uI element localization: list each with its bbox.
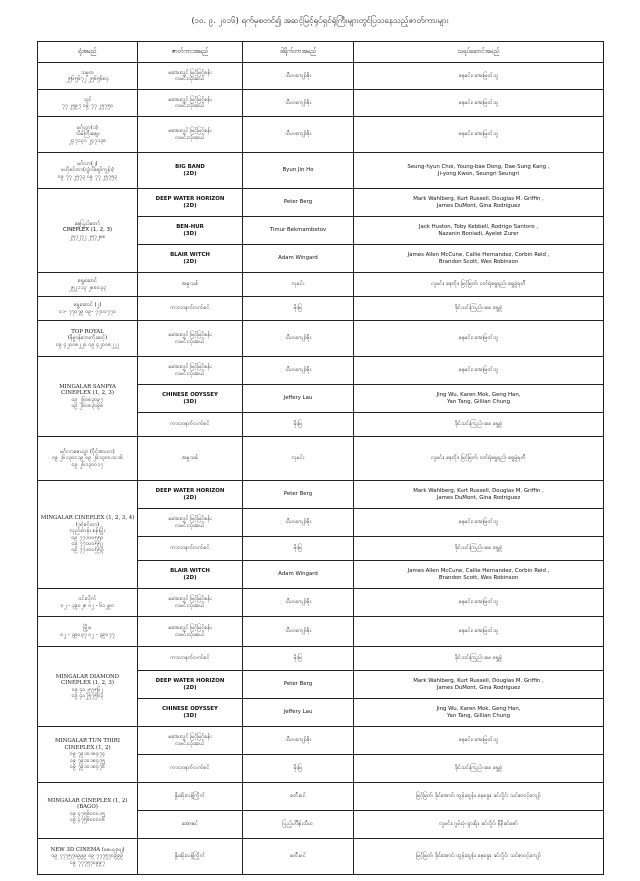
cell-text: လမင်းသုံးဆယ်	[175, 522, 205, 529]
cinema-schedule-table	[37, 41, 604, 875]
cell-text: ၂၅၇၂၇၂ ၂၅၇၂၈၈	[69, 233, 106, 240]
cell-text: ၀၉ ၄၂၀၀၈၂၂၀ ၀၉ ၄၂၀၀၈၂၂၂	[55, 341, 120, 348]
header-cinema: ရုံအမည်	[38, 42, 138, 63]
director-cell	[243, 117, 354, 153]
movie-cell	[138, 217, 243, 245]
cell-text: လူမင်း၊ နေတိုး၊ မြင့်မြတ်၊ ဝတ်ရုံရွှေရည်၊ ရွှေမှုံရတီ	[431, 455, 526, 462]
cell-text: ခိုင်သင်းကြည်၊ မေ၊ ရွှေမှုံ	[454, 655, 503, 662]
cell-text: Nazanin Boniadi, Ayelet Zurer	[438, 230, 519, 237]
cell-text: ၀၁- ၇၇၀၇၉ ၀၉- ၇၇၀၀၇၇၀	[58, 308, 117, 315]
cell-text: (2D)	[183, 574, 197, 581]
cell-text: CHINESE ODYSSEY	[162, 392, 218, 399]
cell-text: ၀၉ ၇၉၁၀၁၈၄၇၆	[69, 764, 106, 771]
movie-cell	[138, 727, 243, 755]
cell-text: NEW 3D CINEMA (ဇေယျာဗျ)	[50, 846, 125, 853]
cinema-cell	[38, 589, 138, 617]
movie-cell	[138, 357, 243, 385]
movie-cell	[138, 811, 243, 839]
cast-cell	[354, 647, 604, 671]
cell-text: သီဟကျော်ဇိုး	[284, 599, 312, 606]
cell-text: မအေးလွှင် မြင့်မြင့်စန်း	[168, 625, 212, 632]
table-body	[38, 63, 604, 875]
movie-cell	[138, 297, 243, 321]
table-row	[38, 90, 604, 117]
cell-text: လှမင်း	[291, 281, 305, 288]
cell-text: Brandon Scott, Wes Robinson	[438, 574, 519, 581]
cell-text: Byun Jin Ho	[282, 167, 314, 174]
cell-text: (BAGO)	[77, 804, 98, 811]
director-cell	[243, 647, 354, 671]
cell-text: Peter Berg	[283, 199, 313, 206]
cell-text: (3D)	[183, 712, 197, 719]
director-cell	[243, 273, 354, 297]
cinema-cell	[38, 63, 138, 90]
director-cell	[243, 811, 354, 839]
cinema-cell	[38, 189, 138, 273]
cast-cell	[354, 617, 604, 647]
cell-text: မင်္ဂလာဇေယျာ (ဝိုင်အာဟာ)	[60, 448, 115, 455]
cell-text: DEEP WATER HORIZON	[155, 678, 225, 685]
cell-text: လမင်းသုံးဆယ်	[175, 76, 205, 82]
movie-cell	[138, 245, 243, 273]
cell-text: ကာလာနက်လက်စင်	[170, 765, 210, 772]
cell-text: BEN-HUR	[176, 224, 204, 231]
header-movie: ဇာတ်ကားအမည်	[138, 42, 243, 63]
table-row	[38, 617, 604, 647]
cast-cell	[354, 437, 604, 481]
movie-cell	[138, 273, 243, 297]
cell-text: နေမင်း၊ အေးမြတ်သူ	[458, 599, 499, 606]
director-cell	[243, 189, 354, 217]
cell-text: (2D)	[183, 202, 197, 209]
cell-text: ကာလာနက်လက်စင်	[170, 655, 210, 662]
cast-cell	[354, 217, 604, 245]
cell-text: CINEPLEX (1, 2, 3)	[61, 390, 114, 397]
movie-cell	[138, 481, 243, 509]
director-cell	[243, 509, 354, 537]
cell-text: နေမင်း၊ အေးမြတ်သူ	[458, 131, 499, 138]
cast-cell	[354, 357, 604, 385]
cell-text: ၀၉ ၇၇၁၀၀၅၅၃	[71, 547, 104, 554]
cell-text: လှမင်း	[291, 455, 305, 462]
cinema-cell	[38, 117, 138, 153]
cell-text: Jeffery Lau	[283, 709, 313, 716]
cinema-cell	[38, 617, 138, 647]
cell-text: ခိုင်သင်းကြည်၊ မေ၊ ရွှေမှုံ	[454, 545, 503, 552]
movie-cell	[138, 589, 243, 617]
cell-text: CINEPLEX (1, 2, 3)	[61, 680, 114, 687]
director-cell	[243, 413, 354, 437]
cell-text: ကာလာနက်လက်စင်	[170, 545, 210, 552]
movie-cell	[138, 153, 243, 189]
cell-text: မအေးလွှင် မြင့်မြင့်စန်း	[168, 128, 212, 135]
cell-text: MINGALAR DIAMOND	[55, 673, 120, 680]
cell-text: မအေးလွှင် မြင့်မြင့်စန်း	[168, 516, 212, 523]
cell-text: James DuMont, Gina Rodriguez	[436, 202, 521, 209]
cell-text: လူမင်း၊ ဂွမ်းပုံ၊ ရှားရိုး၊ ခင်လှိုင်၊ နီနီခင်ဇော်	[439, 821, 518, 828]
cell-text: MINGALAR SANPYA	[59, 383, 116, 390]
table-row	[38, 437, 604, 481]
cell-text: Jing Wu, Karen Mok, Geng Han,	[436, 706, 521, 713]
cast-cell	[354, 413, 604, 437]
cast-cell	[354, 63, 604, 90]
cast-cell	[354, 727, 604, 755]
cell-text: ၀၂ - ၃၉၀၂၈ ၀၂ - ၆၀၂၉၀	[60, 602, 115, 609]
cell-text: James Allen McCune, Callie Hernandez, Corbin Reid ,	[407, 252, 550, 259]
cell-text: မင်္ဂလာ(၁)	[77, 124, 98, 131]
cinema-cell	[38, 153, 138, 189]
cell-text: Timur Bekmambetov	[269, 227, 327, 234]
director-cell	[243, 153, 354, 189]
cinema-cell	[38, 273, 138, 297]
cell-text: မိုးမြ	[293, 765, 303, 772]
table-row	[38, 321, 604, 357]
cell-text: သီဟကျော်ဇိုး	[284, 99, 312, 106]
table-row	[38, 589, 604, 617]
cast-cell	[354, 481, 604, 509]
director-cell	[243, 357, 354, 385]
cell-text: ၀၉ ၄၀၂၅၇၅၆၂	[71, 686, 104, 693]
director-cell	[243, 385, 354, 413]
cell-text: အမှုသစ်	[181, 455, 199, 462]
cell-text: သွင်	[83, 96, 92, 103]
cell-text: ဝင်းလိုက်	[78, 596, 97, 603]
table-row	[38, 63, 604, 90]
cell-text: Peter Berg	[283, 491, 313, 498]
cell-text: ၀၉ ၂၆၁၃၀၀၁၉ ၀၉ ၂၆၁၃၀၀၁၀၁၆	[51, 455, 124, 462]
cast-cell	[354, 561, 604, 589]
cell-text: နေမင်း၊ အေးမြတ်သူ	[458, 367, 499, 374]
cell-text: လှည်းတန်း စန်းပြုံး	[69, 528, 106, 535]
cast-cell	[354, 297, 604, 321]
cell-text: စတီးဗင်	[290, 853, 306, 860]
cell-text: သီဟကျော်ဇိုး	[284, 335, 312, 342]
cell-text: Adam Wingard	[278, 571, 318, 578]
director-cell	[243, 90, 354, 117]
cinema-cell	[38, 297, 138, 321]
cell-text: ၀၉ ၂၆၁၃၀၀၁၇	[71, 461, 104, 468]
cell-text: သီဟကျော်ဇိုး	[284, 519, 312, 526]
cell-text: သီဟကျော်ဇိုး	[284, 737, 312, 744]
cast-cell	[354, 321, 604, 357]
cell-text: ၀၉ ၂၆၀၈၃၀၉၇	[71, 396, 104, 403]
cell-text: James DuMont, Gina Rodriguez	[436, 684, 521, 691]
cell-text: သီဟကျော်ဇိုး	[284, 131, 312, 138]
movie-cell	[138, 63, 243, 90]
cell-text: နေမင်း၊ အေးမြတ်သူ	[458, 99, 499, 106]
director-cell	[243, 217, 354, 245]
cell-text: သီဟကျော်ဇိုး	[284, 367, 312, 374]
cell-text: မိုးမြ	[293, 421, 303, 428]
cell-text: Adam Wingard	[278, 255, 318, 262]
cell-text: ၀၉ ၂၆၀၈၃၀၉၈	[71, 402, 104, 409]
cell-text: ခိုင်သင်းကြည်၊ မေ၊ ရွှေမှုံ	[454, 305, 503, 312]
cell-text: လူမင်း၊ နေတိုး၊ မြင့်မြတ်၊ ဝတ်ရုံရွှေရည်၊ ရွှေမှုံရတီ	[431, 281, 526, 288]
table-row	[38, 481, 604, 509]
header-director: ဒါရိုက်တာအမည်	[243, 42, 354, 63]
director-cell	[243, 755, 354, 783]
movie-cell	[138, 437, 243, 481]
director-cell	[243, 727, 354, 755]
cell-text: James Allen McCune, Callie Hernandez, Corbin Reid ,	[407, 568, 550, 575]
table-row	[38, 297, 604, 321]
cell-text: ရွှေဆောင် (၂)	[73, 302, 102, 309]
cell-text: MINGALAR CINEPLEX (1, 2)	[47, 797, 128, 804]
cell-text: နှိုးဆိုးလန့်ကြိုက်	[174, 853, 206, 860]
movie-cell	[138, 117, 243, 153]
movie-cell	[138, 617, 243, 647]
cast-cell	[354, 117, 604, 153]
cell-text: မိုးမြ	[293, 305, 303, 312]
movie-cell	[138, 699, 243, 727]
movie-cell	[138, 413, 243, 437]
cell-text: ခိုင်သင်းကြည်၊ မေ၊ ရွှေမှုံ	[454, 421, 503, 428]
movie-cell	[138, 647, 243, 671]
cell-text: MINGALAR TUN THIRI	[55, 738, 120, 745]
cast-cell	[354, 189, 604, 217]
cell-text: Brandon Scott, Wes Robinson	[438, 258, 519, 265]
cell-text: ဗဟိုစင်တာ(ဂျံလ်ရှော်ကွန်း)	[61, 167, 114, 174]
movie-cell	[138, 385, 243, 413]
table-row	[38, 117, 604, 153]
cinema-cell	[38, 481, 138, 589]
cell-text: ၀၉ ၇၇၁၀၀၅၅၂	[71, 540, 104, 547]
cell-text: နေမင်း၊ အေးမြတ်သူ	[458, 335, 499, 342]
director-cell	[243, 297, 354, 321]
cell-text: နေမင်း၊ အေးမြတ်သူ	[458, 519, 499, 526]
cell-text: ကာလာနက်လက်စင်	[170, 421, 210, 428]
cell-text: စတီးဗင်	[290, 793, 306, 800]
cell-text: နေပြည်တော်	[74, 220, 101, 227]
director-cell	[243, 245, 354, 273]
cell-text: လမင်းသုံးဆယ်	[175, 740, 205, 747]
cell-text: ၀၉ ၇၇၇၅၇၀၉၉၇	[69, 859, 106, 866]
cell-text: ၀၉ ၄၀၂၅၇၅၆၃	[71, 692, 104, 699]
cell-text: ကာလာနက်လက်စင်	[170, 305, 210, 312]
cell-text: နေမင်း၊ အေးမြတ်သူ	[458, 628, 499, 635]
movie-cell	[138, 509, 243, 537]
cell-text: နေမင်း၊ အေးမြတ်သူ	[458, 737, 499, 744]
movie-cell	[138, 321, 243, 357]
director-cell	[243, 783, 354, 811]
cast-cell	[354, 839, 604, 875]
cell-text: မိုးမြ	[293, 545, 303, 552]
cell-text: လမင်းသုံးဆယ်	[175, 370, 205, 377]
cast-cell	[354, 153, 604, 189]
table-row	[38, 357, 604, 385]
cell-text: MINGALAR CINEPLEX (1, 2, 3, 4)	[40, 515, 135, 522]
cell-text: မအေးလွှင် မြင့်မြင့်စန်း	[168, 734, 212, 741]
document-title: (၁၀. ၉. ၂၀၁၆) ရက်မှစတင်၍ အဆင့်မြင့်ရုပ်ရှင်ရုံကြီးများတွင်ပြသနေသည့်ဇာတ်ကားများ	[191, 16, 449, 25]
cell-text: လမင်းသုံးဆယ်	[175, 134, 205, 141]
cell-text: ပြည့်ပါဒီန်းသီဟ	[282, 821, 314, 828]
cell-text: ၀၂ - ၃၉၀၃၇ ၀၂ - ၃၉၀၇၇	[60, 631, 115, 638]
cell-text: Seung-hyun Choi, Young-bae Dong, Dae-Sung Kang ,	[407, 164, 550, 171]
cell-text: (2D)	[183, 684, 197, 691]
cast-cell	[354, 385, 604, 413]
cell-text: မိုးမြ	[293, 655, 303, 662]
cast-cell	[354, 699, 604, 727]
cell-text: ၀၉ ၇၇၇၅၇၀၉၉၉ ၀၉ ၇၇၇၅၇၀၉၉၉	[51, 853, 124, 860]
director-cell	[243, 671, 354, 699]
cell-text: CHINESE ODYSSEY	[162, 706, 218, 713]
cell-text: မအေးလွှင် မြင့်မြင့်စန်း	[168, 364, 212, 371]
cell-text: Peter Berg	[283, 681, 313, 688]
cinema-cell	[38, 90, 138, 117]
movie-cell	[138, 783, 243, 811]
cell-text: ရွှေဆောင်	[77, 278, 98, 285]
director-cell	[243, 699, 354, 727]
cell-text: နေမင်း၊ အေးမြတ်သူ	[458, 72, 499, 79]
table-row	[38, 839, 604, 875]
cell-text: ၀၉ ၇၉၁၀၁၈၄၇၄	[69, 751, 106, 758]
cell-text: လမင်းသုံးဆယ်	[175, 631, 205, 638]
cell-text: Mark Wahlberg, Kurt Russell, Douglas M. Griffin ,	[413, 196, 544, 203]
cell-text: လမင်းသုံးဆယ်	[175, 338, 205, 345]
table-row	[38, 727, 604, 755]
cell-text: သီဟကျော်ဇိုး	[284, 72, 312, 79]
cell-text: မြို့မ	[83, 625, 92, 632]
director-cell	[243, 481, 354, 509]
cast-cell	[354, 245, 604, 273]
header-cast: သရုပ်ဆောင်အမည်	[354, 42, 604, 63]
cell-text: နှိုးဆိုးလန့်ကြိုက်	[174, 793, 206, 800]
director-cell	[243, 63, 354, 90]
cell-text: အမှုသစ်	[181, 281, 199, 288]
cell-text: လမင်းသုံးဆယ်	[175, 602, 205, 609]
cell-text: ၀၉ ၄၇၅၆၀၀၀၁၅	[69, 810, 106, 817]
cinema-cell	[38, 437, 138, 481]
cell-text: Jeffery Lau	[283, 395, 313, 402]
cell-text: DEEP WATER HORIZON	[155, 488, 225, 495]
cell-text: ခိုင်သင်းကြည်၊ မေ၊ ရွှေမှုံ	[454, 765, 503, 772]
cell-text: CINEPLEX (1, 2)	[64, 744, 111, 751]
cell-text: သီဟကျော်ဇိုး	[284, 628, 312, 635]
cast-cell	[354, 783, 604, 811]
table-header-row	[38, 42, 604, 63]
cell-text: James DuMont, Gina Rodriguez	[436, 494, 521, 501]
movie-cell	[138, 90, 243, 117]
cell-text: မင်္ဂလာ(၂)	[77, 160, 98, 167]
cell-text: ၇၇ ၂၅၉၇ ၀၉ ၇၇ ၂၅၇၅၀	[61, 103, 114, 109]
movie-cell	[138, 755, 243, 783]
cell-text: လမင်းသုံးဆယ်	[175, 103, 205, 109]
director-cell	[243, 589, 354, 617]
cell-text: Yan Tang, Gillian Chung	[447, 398, 510, 405]
cell-text: Mark Wahlberg, Kurt Russell, Douglas M. Griffin ,	[413, 488, 544, 495]
cell-text: BLAIR WITCH	[170, 568, 210, 575]
cell-text: မအေးလွှင် မြင့်မြင့်စန်း	[168, 96, 212, 103]
movie-cell	[138, 537, 243, 561]
movie-cell	[138, 189, 243, 217]
cell-text: (ဒဂုံစင်တာ)	[75, 521, 100, 528]
cell-text: ၀၉ ၄၇၅၆၀၀၀၀၆	[69, 816, 106, 823]
cell-text: CINEPLEX (1, 2, 3)	[62, 227, 113, 234]
cell-text: DEEP WATER HORIZON	[155, 196, 225, 203]
cast-cell	[354, 755, 604, 783]
cell-text: (2D)	[183, 170, 197, 177]
cell-text: သိမ်ကြီးဈေး	[75, 131, 100, 138]
cell-text: မအေးလွှင် မြင့်မြင့်စန်း	[168, 596, 212, 603]
table-row	[38, 647, 604, 671]
director-cell	[243, 537, 354, 561]
cell-text: (2D)	[183, 258, 197, 265]
director-cell	[243, 437, 354, 481]
movie-cell	[138, 561, 243, 589]
director-cell	[243, 839, 354, 875]
director-cell	[243, 321, 354, 357]
cell-text: ၂၅၂၁၁၃ ၂၈၈၀၃၃	[68, 284, 107, 291]
cast-cell	[354, 671, 604, 699]
cell-text: Ji-yong Kwon, Seungri Seungri	[437, 170, 520, 177]
cinema-cell	[38, 321, 138, 357]
cell-text: (နိဗ္ဗာန်ဘေးကိုးဆင့်)	[67, 335, 108, 342]
director-cell	[243, 617, 354, 647]
cinema-cell	[38, 357, 138, 437]
cell-text: BLAIR WITCH	[170, 252, 210, 259]
cell-text: မြင့်မြတ်၊ ခိုင်အောင်၊ ထွန်းထွန်း၊ နေခွေး၊ ခင်လှိုင်၊ သင်ဇာဝင့်ကျော်	[416, 853, 541, 860]
cell-text: Mark Wahlberg, Kurt Russell, Douglas M. Griffin ,	[413, 678, 544, 685]
cast-cell	[354, 589, 604, 617]
cell-text: မအေးလွှင် မြင့်မြင့်စန်း	[168, 69, 212, 76]
cell-text: မအေးလွှင် မြင့်မြင့်စန်း	[168, 332, 212, 339]
cast-cell	[354, 537, 604, 561]
cell-text: Jack Huston, Toby Kebbell, Rodrigo Santoro ,	[418, 224, 539, 231]
cell-text: ၀၉ ၇၉၁၀၁၈၄၇၅	[69, 757, 106, 764]
table-row	[38, 189, 604, 217]
table-row	[38, 273, 604, 297]
cinema-cell	[38, 839, 138, 875]
cast-cell	[354, 509, 604, 537]
cast-cell	[354, 811, 604, 839]
cell-text: TOP ROYAL	[71, 328, 104, 335]
table-row	[38, 153, 604, 189]
cell-text: (2D)	[183, 494, 197, 501]
cinema-cell	[38, 783, 138, 839]
cell-text: (3D)	[183, 398, 197, 405]
cast-cell	[354, 90, 604, 117]
cell-text: BIG BAND	[175, 164, 205, 171]
table-row	[38, 783, 604, 811]
movie-cell	[138, 839, 243, 875]
cell-text: ၂၅၆၅၆၇၂ ၂၅၆၅၆၈၄	[65, 76, 110, 82]
movie-cell	[138, 671, 243, 699]
cell-text: အောဇင်	[181, 821, 199, 828]
cinema-cell	[38, 647, 138, 727]
cell-text: Jing Wu, Karen Mok, Geng Han,	[436, 392, 521, 399]
cell-text: ၂၄၇၁၃၁ ၂၄၇၁၃၈	[68, 137, 107, 144]
director-cell	[243, 561, 354, 589]
cast-cell	[354, 273, 604, 297]
cell-text: ၀၉ ၇၇၁၀၀၅၅၀	[71, 534, 104, 541]
cell-text: Yan Tang, Gillian Chung	[447, 712, 510, 719]
cell-text: (3D)	[183, 230, 197, 237]
cell-text: မြင့်မြတ်၊ ခိုင်အောင်၊ ထွန်းထွန်း၊ နေခွေး၊ ခင်လှိုင်၊ သင်ဇာဝင့်ကျော်	[416, 793, 541, 800]
cell-text: သမ္မတ	[80, 69, 95, 76]
cell-text: ၀၉ ၇၇ ၂၅၇၃ ၀၉ ၇၇ ၂၅၇၅၃	[57, 173, 118, 180]
cinema-cell	[38, 727, 138, 783]
